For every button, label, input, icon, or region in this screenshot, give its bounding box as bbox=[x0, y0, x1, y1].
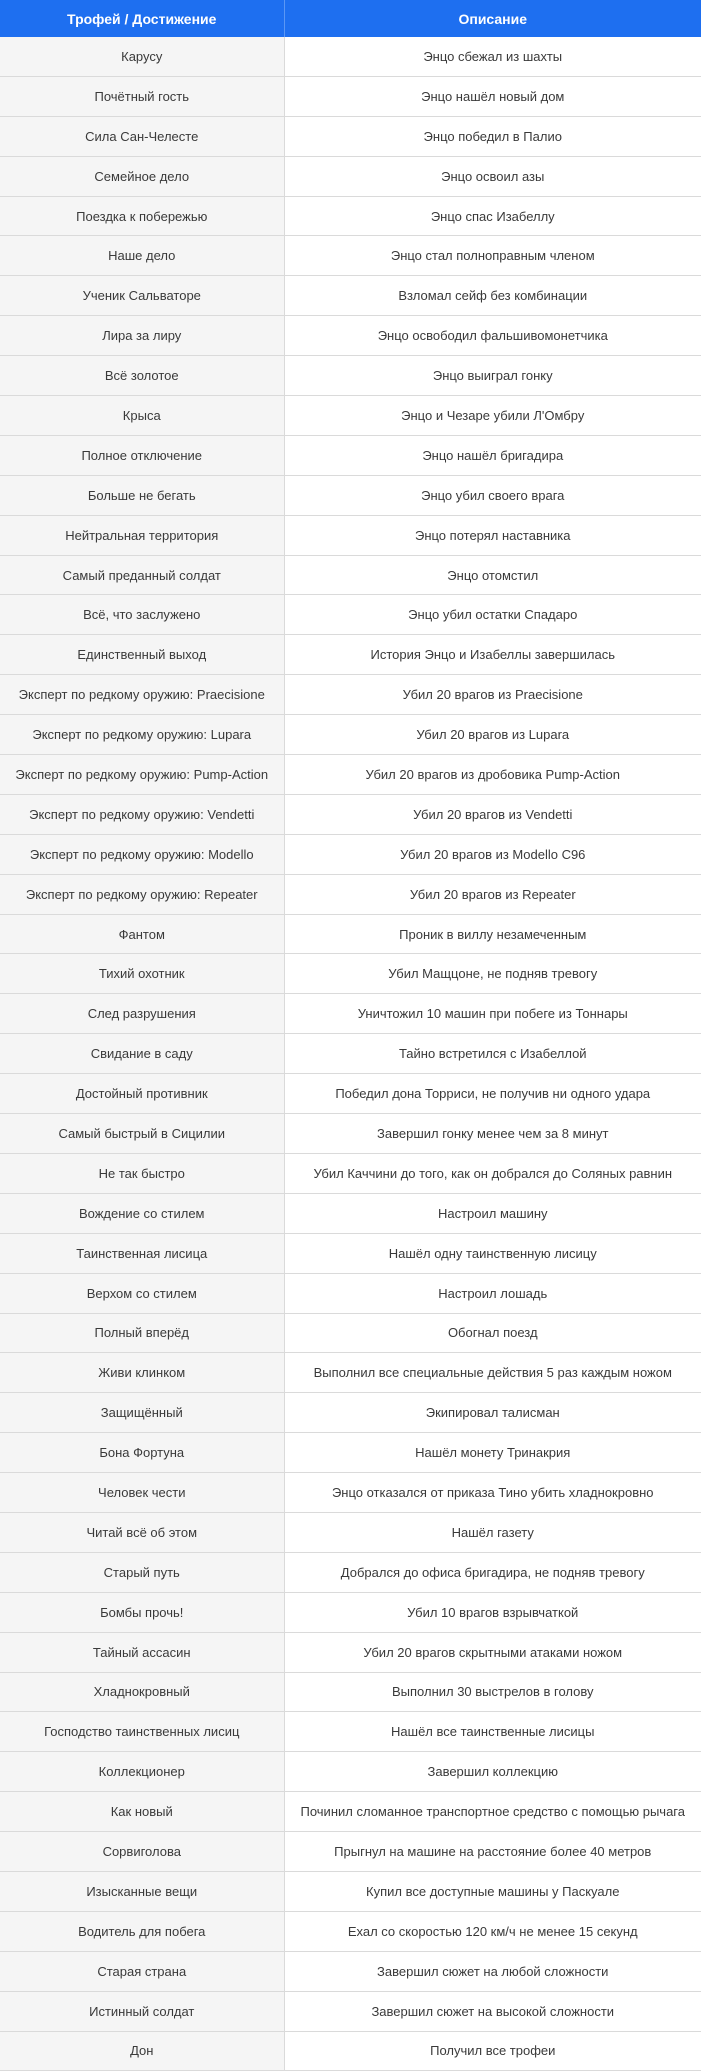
trophy-name: Карусу bbox=[0, 37, 284, 76]
table-row bbox=[0, 1273, 701, 1313]
trophy-description: Энцо выиграл гонку bbox=[284, 356, 701, 396]
table-row bbox=[0, 954, 701, 994]
table-header bbox=[0, 0, 701, 37]
table-row bbox=[0, 1114, 701, 1154]
trophy-description: Нашёл одну таинственную лисицу bbox=[284, 1233, 701, 1273]
table-row bbox=[0, 1074, 701, 1114]
trophy-name: Изысканные вещи bbox=[0, 1871, 284, 1911]
trophy-name: Дон bbox=[0, 2031, 284, 2071]
trophy-name: Ученик Сальваторе bbox=[0, 276, 284, 316]
trophy-name: Эксперт по редкому оружию: Lupara bbox=[0, 715, 284, 755]
trophy-description: Ехал со скоростью 120 км/ч не менее 15 секунд bbox=[284, 1911, 701, 1951]
trophy-description: Энцо потерял наставника bbox=[284, 515, 701, 555]
trophy-description: Прыгнул на машине на расстояние более 40 метров bbox=[284, 1832, 701, 1872]
trophy-description: Энцо освободил фальшивомонетчика bbox=[284, 316, 701, 356]
table-row bbox=[0, 1313, 701, 1353]
trophy-name: Фантом bbox=[0, 914, 284, 954]
trophy-description: Обогнал поезд bbox=[284, 1313, 701, 1353]
table-body bbox=[0, 37, 701, 2071]
trophy-description: Убил 20 врагов из дробовика Pump-Action bbox=[284, 755, 701, 795]
trophy-name: Защищённый bbox=[0, 1393, 284, 1433]
table-row bbox=[0, 1193, 701, 1233]
trophy-name: Тайный ассасин bbox=[0, 1632, 284, 1672]
trophy-name: Вождение со стилем bbox=[0, 1193, 284, 1233]
trophy-description: Завершил сюжет на любой сложности bbox=[284, 1951, 701, 1991]
table-row bbox=[0, 316, 701, 356]
trophy-name: Эксперт по редкому оружию: Pump-Action bbox=[0, 755, 284, 795]
trophy-description: Энцо победил в Палио bbox=[284, 116, 701, 156]
trophy-name: Крыса bbox=[0, 396, 284, 436]
trophy-description: Купил все доступные машины у Паскуале bbox=[284, 1871, 701, 1911]
table-row bbox=[0, 515, 701, 555]
trophy-description: Получил все трофеи bbox=[284, 2031, 701, 2071]
table-row bbox=[0, 1433, 701, 1473]
trophy-name: Читай всё об этом bbox=[0, 1512, 284, 1552]
table-row bbox=[0, 755, 701, 795]
table-row bbox=[0, 675, 701, 715]
trophy-name: Сила Сан-Челесте bbox=[0, 116, 284, 156]
trophy-description: Завершил гонку менее чем за 8 минут bbox=[284, 1114, 701, 1154]
table-row bbox=[0, 874, 701, 914]
trophy-name: Водитель для побега bbox=[0, 1911, 284, 1951]
table-row bbox=[0, 794, 701, 834]
trophy-name: Наше дело bbox=[0, 236, 284, 276]
table-row bbox=[0, 1512, 701, 1552]
trophy-description: Добрался до офиса бригадира, не подняв тревогу bbox=[284, 1552, 701, 1592]
trophy-description: Энцо нашёл новый дом bbox=[284, 76, 701, 116]
trophy-name: Полное отключение bbox=[0, 435, 284, 475]
trophy-description: Тайно встретился с Изабеллой bbox=[284, 1034, 701, 1074]
table-row bbox=[0, 37, 701, 76]
trophy-description: Убил 20 врагов из Repeater bbox=[284, 874, 701, 914]
trophy-name: Почётный гость bbox=[0, 76, 284, 116]
trophy-description: Убил 20 врагов из Vendetti bbox=[284, 794, 701, 834]
trophy-name: Семейное дело bbox=[0, 156, 284, 196]
trophy-description: Проник в виллу незамеченным bbox=[284, 914, 701, 954]
table-row bbox=[0, 1632, 701, 1672]
trophy-description: Настроил машину bbox=[284, 1193, 701, 1233]
table-row bbox=[0, 196, 701, 236]
table-row bbox=[0, 1672, 701, 1712]
trophy-name: Лира за лиру bbox=[0, 316, 284, 356]
trophy-description: Убил 20 врагов из Modello C96 bbox=[284, 834, 701, 874]
trophy-description: Энцо освоил азы bbox=[284, 156, 701, 196]
trophy-name: Бона Фортуна bbox=[0, 1433, 284, 1473]
trophy-name: Самый преданный солдат bbox=[0, 555, 284, 595]
table-row bbox=[0, 76, 701, 116]
trophy-name: Эксперт по редкому оружию: Repeater bbox=[0, 874, 284, 914]
trophy-name: Эксперт по редкому оружию: Praecisione bbox=[0, 675, 284, 715]
table-row bbox=[0, 1871, 701, 1911]
table-row bbox=[0, 635, 701, 675]
header-row bbox=[0, 0, 701, 37]
trophy-name: Господство таинственных лисиц bbox=[0, 1712, 284, 1752]
table-row bbox=[0, 1153, 701, 1193]
table-row bbox=[0, 356, 701, 396]
trophy-description: Выполнил все специальные действия 5 раз каждым ножом bbox=[284, 1353, 701, 1393]
trophy-description: Завершил коллекцию bbox=[284, 1752, 701, 1792]
trophy-name: Больше не бегать bbox=[0, 475, 284, 515]
trophy-description: Убил 20 врагов из Lupara bbox=[284, 715, 701, 755]
table-row bbox=[0, 914, 701, 954]
trophy-description: Завершил сюжет на высокой сложности bbox=[284, 1991, 701, 2031]
trophy-description: Убил Мащцоне, не подняв тревогу bbox=[284, 954, 701, 994]
trophy-description: Нашёл все таинственные лисицы bbox=[284, 1712, 701, 1752]
table-row bbox=[0, 236, 701, 276]
trophy-name: Истинный солдат bbox=[0, 1991, 284, 2031]
trophy-description: Настроил лошадь bbox=[284, 1273, 701, 1313]
trophy-description: Энцо отомстил bbox=[284, 555, 701, 595]
header-trophy: Трофей / Достижение bbox=[0, 0, 284, 37]
trophy-name: Полный вперёд bbox=[0, 1313, 284, 1353]
table-row bbox=[0, 994, 701, 1034]
table-row bbox=[0, 1592, 701, 1632]
trophy-name: Бомбы прочь! bbox=[0, 1592, 284, 1632]
trophy-description: Энцо сбежал из шахты bbox=[284, 37, 701, 76]
table-row bbox=[0, 715, 701, 755]
trophy-name: Всё, что заслужено bbox=[0, 595, 284, 635]
trophy-name: Единственный выход bbox=[0, 635, 284, 675]
trophy-description: Починил сломанное транспортное средство с помощью рычага bbox=[284, 1792, 701, 1832]
table-row bbox=[0, 1911, 701, 1951]
table-row bbox=[0, 834, 701, 874]
table-row bbox=[0, 116, 701, 156]
trophy-description: Уничтожил 10 машин при побеге из Тоннары bbox=[284, 994, 701, 1034]
trophy-description: Убил 10 врагов взрывчаткой bbox=[284, 1592, 701, 1632]
table-row bbox=[0, 1552, 701, 1592]
trophy-name: Верхом со стилем bbox=[0, 1273, 284, 1313]
trophy-name: Нейтральная территория bbox=[0, 515, 284, 555]
table-row bbox=[0, 1353, 701, 1393]
trophy-name: След разрушения bbox=[0, 994, 284, 1034]
table-row bbox=[0, 1991, 701, 2031]
table-row bbox=[0, 435, 701, 475]
table-row bbox=[0, 1233, 701, 1273]
table-row bbox=[0, 276, 701, 316]
table-row bbox=[0, 1034, 701, 1074]
table-row bbox=[0, 475, 701, 515]
trophy-description: Убил Каччини до того, как он добрался до Соляных равнин bbox=[284, 1153, 701, 1193]
trophy-description: Убил 20 врагов скрытными атаками ножом bbox=[284, 1632, 701, 1672]
table-row bbox=[0, 2031, 701, 2071]
trophy-description: Энцо нашёл бригадира bbox=[284, 435, 701, 475]
trophy-description: Убил 20 врагов из Praecisione bbox=[284, 675, 701, 715]
table-row bbox=[0, 1393, 701, 1433]
table-row bbox=[0, 1792, 701, 1832]
trophy-name: Эксперт по редкому оружию: Vendetti bbox=[0, 794, 284, 834]
trophy-name: Живи клинком bbox=[0, 1353, 284, 1393]
trophy-name: Таинственная лисица bbox=[0, 1233, 284, 1273]
trophy-name: Эксперт по редкому оружию: Modello bbox=[0, 834, 284, 874]
table-row bbox=[0, 1752, 701, 1792]
trophy-name: Коллекционер bbox=[0, 1752, 284, 1792]
table-row bbox=[0, 396, 701, 436]
trophy-description: Победил дона Торриси, не получив ни одного удара bbox=[284, 1074, 701, 1114]
trophy-description: Энцо убил своего врага bbox=[284, 475, 701, 515]
trophy-name: Достойный противник bbox=[0, 1074, 284, 1114]
trophy-name: Свидание в саду bbox=[0, 1034, 284, 1074]
trophy-name: Старая страна bbox=[0, 1951, 284, 1991]
trophy-description: Выполнил 30 выстрелов в голову bbox=[284, 1672, 701, 1712]
trophy-name: Старый путь bbox=[0, 1552, 284, 1592]
trophy-name: Хладнокровный bbox=[0, 1672, 284, 1712]
trophy-description: Энцо отказался от приказа Тино убить хладнокровно bbox=[284, 1473, 701, 1513]
trophy-description: Энцо и Чезаре убили Л'Омбру bbox=[284, 396, 701, 436]
trophy-description: Энцо убил остатки Спадаро bbox=[284, 595, 701, 635]
table-row bbox=[0, 595, 701, 635]
trophy-name: Самый быстрый в Сицилии bbox=[0, 1114, 284, 1154]
trophy-name: Поездка к побережью bbox=[0, 196, 284, 236]
table-row bbox=[0, 1712, 701, 1752]
trophy-name: Всё золотое bbox=[0, 356, 284, 396]
trophy-name: Сорвиголова bbox=[0, 1832, 284, 1872]
trophy-name: Не так быстро bbox=[0, 1153, 284, 1193]
header-description: Описание bbox=[284, 0, 701, 37]
table-row bbox=[0, 1832, 701, 1872]
trophy-description: Энцо спас Изабеллу bbox=[284, 196, 701, 236]
trophy-name: Как новый bbox=[0, 1792, 284, 1832]
trophy-description: Нашёл газету bbox=[284, 1512, 701, 1552]
table-row bbox=[0, 555, 701, 595]
trophy-description: Взломал сейф без комбинации bbox=[284, 276, 701, 316]
trophy-description: Энцо стал полноправным членом bbox=[284, 236, 701, 276]
trophy-name: Человек чести bbox=[0, 1473, 284, 1513]
trophy-description: Нашёл монету Тринакрия bbox=[284, 1433, 701, 1473]
table-row bbox=[0, 156, 701, 196]
table-row bbox=[0, 1951, 701, 1991]
trophy-description: Экипировал талисман bbox=[284, 1393, 701, 1433]
trophy-description: История Энцо и Изабеллы завершилась bbox=[284, 635, 701, 675]
trophy-name: Тихий охотник bbox=[0, 954, 284, 994]
table-row bbox=[0, 1473, 701, 1513]
